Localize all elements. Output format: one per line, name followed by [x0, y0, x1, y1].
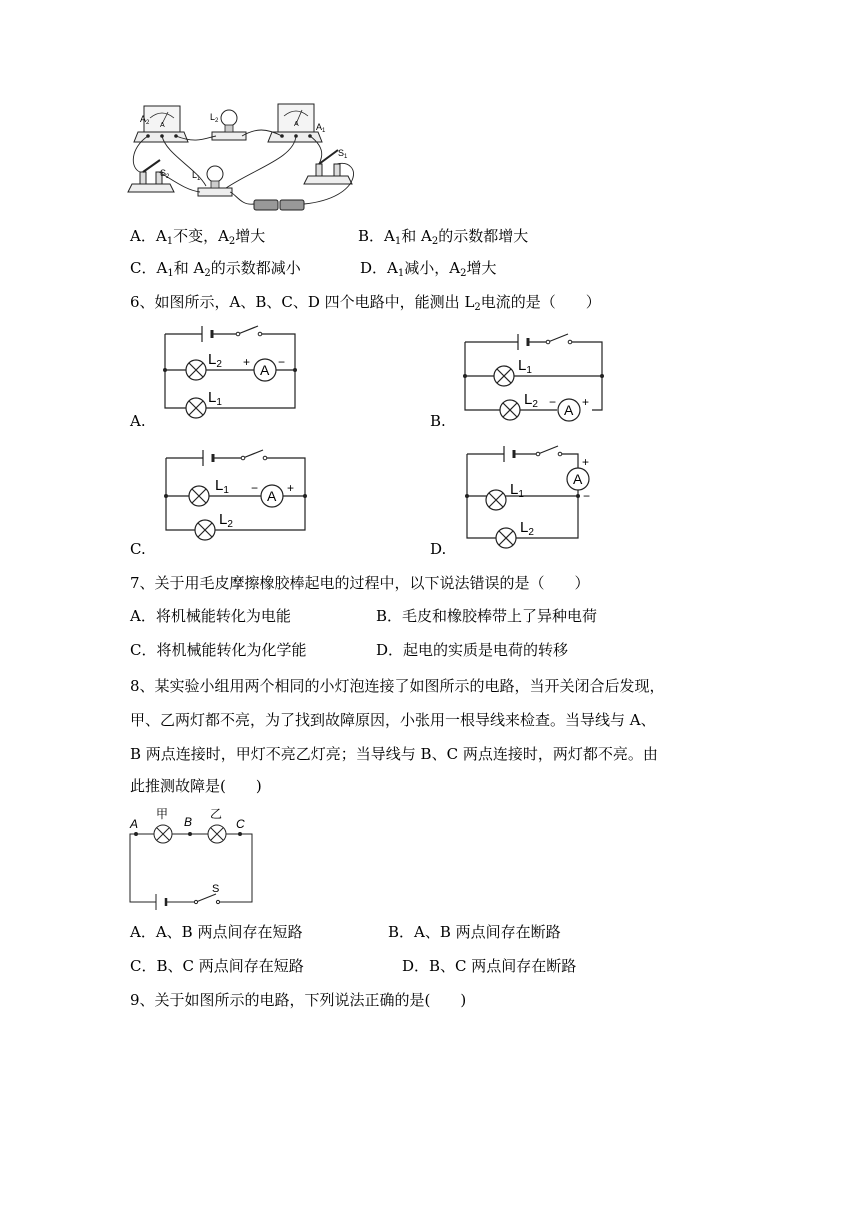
label-a1: $A_1$ — [316, 122, 326, 134]
q5-circuit-figure — [126, 98, 366, 216]
q7-stem: 7、关于用毛皮摩擦橡胶棒起电的过程中，以下说法错误的是（ ） — [130, 574, 590, 592]
q8-option-c[interactable]: C．B、C 两点间存在短路 — [130, 957, 304, 975]
lamp-icon — [186, 360, 206, 380]
q8-stem-line-2: 甲、乙两灯都不亮，为了找到故障原因，小张用一根导线来检查。当导线与 A、 — [130, 711, 656, 729]
svg-text:L2: $L_2$ — [520, 519, 534, 538]
label-l2: $L_2$ — [210, 112, 219, 124]
svg-text:L2: $L_2$ — [208, 351, 222, 370]
q8-stem-line-3: B 两点连接时，甲灯不亮乙灯亮；当导线与 B、C 两点连接时，两灯都不亮。由 — [130, 745, 658, 763]
q6-circuit-d — [464, 444, 614, 544]
q9-stem: 9、关于如图所示的电路，下列说法正确的是( ) — [130, 991, 467, 1009]
q7-option-d[interactable]: D．起电的实质是电荷的转移 — [376, 641, 569, 659]
lamp-icon — [186, 398, 206, 418]
svg-text:L1: $L_1$ — [215, 477, 229, 496]
q7-option-a[interactable]: A．将机械能转化为电能 — [130, 607, 291, 625]
lamp-icon — [195, 520, 215, 540]
svg-text:B: B — [184, 815, 193, 829]
q6-circuit-c — [163, 446, 313, 538]
svg-text:+: + — [582, 455, 590, 469]
svg-text:A: A — [564, 402, 574, 418]
q6-label-c: C. — [130, 540, 146, 558]
svg-text:A: A — [160, 122, 165, 129]
svg-text:A: A — [260, 362, 270, 378]
q5-option-b[interactable]: B．$A_1$和 $A_2$的示数都增大 — [358, 227, 529, 247]
svg-text:L1: $L_1$ — [208, 389, 222, 408]
label-s2: $S_2$ — [160, 168, 170, 180]
svg-text:L1: $L_1$ — [510, 481, 524, 500]
svg-text:A: A — [573, 471, 583, 487]
svg-text:L2: $L_2$ — [219, 511, 233, 530]
lamp-icon — [494, 366, 514, 386]
svg-text:+: + — [243, 355, 251, 369]
q5-option-a[interactable]: A．$A_1$不变，$A_2$增大 — [130, 227, 266, 247]
svg-text:−: − — [251, 481, 259, 495]
lamp-icon — [189, 486, 209, 506]
svg-text:A: A — [267, 488, 277, 504]
q8-circuit-figure — [126, 804, 256, 908]
svg-text:L1: $L_1$ — [518, 357, 532, 376]
svg-text:S: S — [212, 883, 220, 895]
svg-text:L2: $L_2$ — [524, 391, 538, 410]
lamp-l2-icon — [212, 110, 246, 140]
svg-text:+: + — [287, 481, 295, 495]
svg-text:C: C — [236, 817, 245, 831]
lamp-yi-icon — [208, 825, 226, 843]
lamp-icon — [500, 400, 520, 420]
svg-text:+: + — [582, 395, 590, 409]
label-s1: $S_1$ — [338, 148, 348, 160]
battery-icon — [254, 200, 304, 210]
q7-option-c[interactable]: C．将机械能转化为化学能 — [130, 641, 307, 659]
svg-text:甲: 甲 — [156, 807, 169, 821]
q6-circuit-b — [462, 330, 612, 422]
svg-text:乙: 乙 — [210, 807, 223, 821]
svg-text:−: − — [278, 355, 286, 369]
q8-stem-line-4: 此推测故障是( ) — [130, 777, 262, 795]
svg-text:−: − — [583, 489, 591, 503]
q6-label-b: B. — [430, 412, 446, 430]
svg-text:A: A — [130, 817, 139, 831]
q8-option-b[interactable]: B．A、B 两点间存在断路 — [388, 923, 561, 941]
q5-option-d[interactable]: D．$A_1$减小，$A_2$增大 — [360, 259, 497, 279]
q8-option-a[interactable]: A．A、B 两点间存在短路 — [130, 923, 303, 941]
svg-text:A: A — [294, 121, 299, 128]
label-a2: $A_2$ — [140, 114, 150, 126]
q5-option-c[interactable]: C．$A_1$和 $A_2$的示数都减小 — [130, 259, 301, 279]
q8-stem-line-1: 8、某实验小组用两个相同的小灯泡连接了如图所示的电路，当开关闭合后发现， — [130, 677, 665, 695]
lamp-jia-icon — [154, 825, 172, 843]
svg-text:−: − — [549, 395, 557, 409]
lamp-icon — [486, 490, 506, 510]
q6-label-d: D. — [430, 540, 447, 558]
q7-option-b[interactable]: B．毛皮和橡胶棒带上了异种电荷 — [376, 607, 598, 625]
q8-option-d[interactable]: D．B、C 两点间存在断路 — [402, 957, 577, 975]
q6-stem: 6、如图所示，A、B、C、D 四个电路中，能测出 $L_2$电流的是（ ） — [130, 293, 601, 313]
lamp-icon — [496, 528, 516, 548]
label-l1: $L_1$ — [192, 170, 201, 182]
q6-label-a: A. — [130, 412, 146, 430]
q6-circuit-a — [160, 322, 310, 414]
